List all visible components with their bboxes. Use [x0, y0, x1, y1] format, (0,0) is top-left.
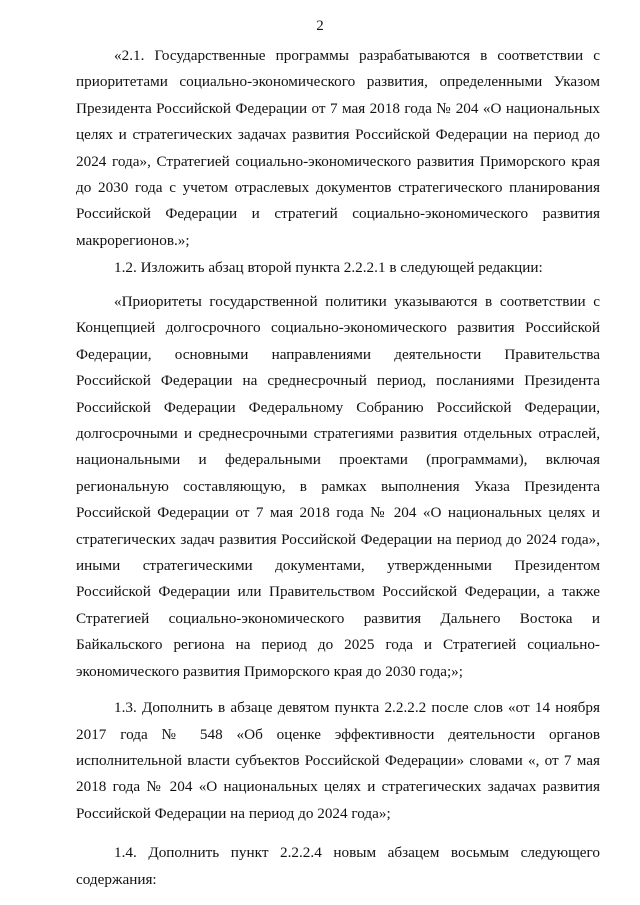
paragraph-2-1-state-programs: «2.1. Государственные программы разрабатываются в соответствии с приоритетами социально-экономического развития, определенными Указом Президента Российской Федерации от 7 мая 2018 года № 204 «О национальных целях и стратегических задачах развития Российской Федерации на период до 2024 года», Стратегией социально-экономического развития Приморского края до 2030 года с учетом отраслевых документов стратегического планирования Российской Федерации и стратегий социально-экономического развития макрорегионов.»;	[76, 47, 600, 249]
paragraph-1-3-amendment: 1.3. Дополнить в абзаце девятом пункта 2.2.2.2 после слов «от 14 ноября 2017 года № 548 «Об оценке эффективности деятельности органов исполнительной власти субъектов Российской Федерации» словами «, от 7 мая 2018 года № 204 «О национальных целях и стратегических задачах развития Российской Федерации на период до 2024 года»;	[76, 699, 600, 822]
paragraph-1-2-instruction: 1.2. Изложить абзац второй пункта 2.2.2.1 в следующей редакции:	[114, 259, 543, 276]
document-body	[76, 43, 600, 893]
paragraph-1-4-amendment: 1.4. Дополнить пункт 2.2.2.4 новым абзацем восьмым следующего содержания:	[76, 844, 600, 888]
page-number: 2	[316, 18, 324, 34]
paragraph-policy-priorities: «Приоритеты государственной политики указываются в соответствии с Концепцией долгосрочного социально-экономического развития Российской Федерации, основными направлениями деятельности Правительства Российской Федерации на среднесрочный период, посланиями Президента Российской Федерации Федеральному Собранию Российской Федерации, долгосрочными и среднесрочными стратегиями развития отдельных отраслей, национальными и федеральными проектами (программами), включая региональную составляющую, в рамках выполнения Указа Президента Российской Федерации от 7 мая 2018 года № 204 «О национальных целях и стратегических задач развития Российской Федерации на период до 2024 года», иными стратегическими документами, утвержденными Президентом Российской Федерации или Правительством Российской Федерации, а также Стратегией социально-экономического развития Дальнего Востока и Байкальского региона на период до 2025 года и Стратегией социально-экономического развития Приморского края до 2030 года;»;	[76, 293, 600, 680]
